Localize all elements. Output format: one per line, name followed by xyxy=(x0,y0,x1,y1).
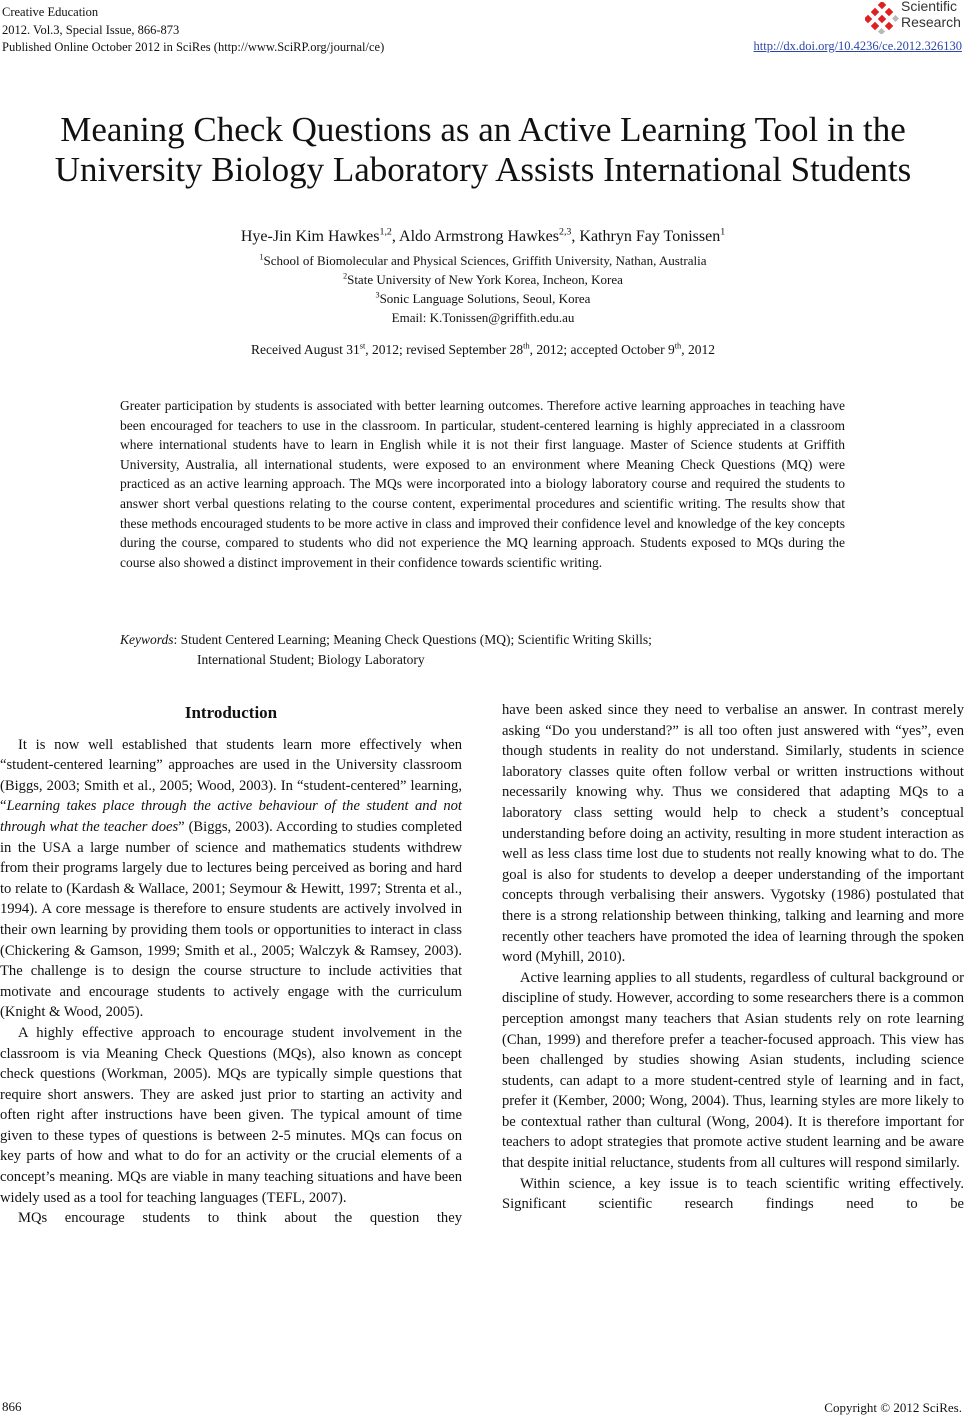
received-dates xyxy=(0,342,966,358)
revised-ordinal: th xyxy=(523,341,530,351)
right-column xyxy=(502,700,964,1215)
p1-italic-quote: Learning takes place through the active behaviour of the student and not through what the teacher does xyxy=(0,798,462,835)
title-line2: University Biology Laboratory Assists International Students xyxy=(54,150,912,189)
keywords-list-1: : Student Centered Learning; Meaning Check Questions (MQ); Scientific Writing Skills; xyxy=(173,632,652,647)
affiliation-2-text: State University of New York Korea, Incheon, Korea xyxy=(347,272,623,287)
author-list xyxy=(0,228,966,246)
logo-line1: Scientific xyxy=(901,0,958,14)
logo-line2: Research xyxy=(901,14,961,30)
affiliation-2-mark: 2 xyxy=(343,271,348,281)
copyright-notice: Copyright © 2012 SciRes. xyxy=(824,1400,962,1415)
paper-title xyxy=(0,110,966,190)
affiliation-3-mark: 3 xyxy=(375,290,380,300)
logo-mark-icon xyxy=(865,2,899,34)
accepted-ordinal: th xyxy=(674,341,682,351)
keywords-label: Keywords xyxy=(120,632,174,647)
author-3: , Kathryn Fay Tonissen xyxy=(571,228,721,245)
journal-name: Creative Education xyxy=(2,5,99,19)
author-2: , Aldo Armstrong Hawkes xyxy=(391,228,559,245)
title-line1: Meaning Check Questions as an Active Learning Tool in the xyxy=(60,110,906,149)
received-date: Received August 31 xyxy=(250,342,360,357)
affiliations xyxy=(0,251,966,327)
accepted-year: , 2012 xyxy=(681,342,715,357)
p1-text-a: It is now well established that students learn more effectively when “student-centered learning” approaches are used in the University classroom (Biggs, 2003; Smith et al., 2005; Wood, 2003). In “student-centered” learning, “ xyxy=(0,736,462,815)
intro-paragraph-3-start: MQs encourage students to think about the question they xyxy=(18,1210,462,1227)
affiliation-3-text: Sonic Language Solutions, Seoul, Korea xyxy=(379,291,591,306)
affiliation-1 xyxy=(0,251,966,270)
page-number: 866 xyxy=(2,1399,22,1414)
p1-text-b: ” (Biggs, 2003). According to studies completed in the USA a large number of science and mathematics students withdrew from their programs largely due to lectures being perceived as boring and hard to relate to (Kardash & Wallace, 2001; Seymour & Hewitt, 1997; Strenta et al., 1994). A core message is therefore to ensure students are actively involved in their own learning by providing them tools or opportunities to interact in class (Chickering & Gamson, 1999; Smith et al., 2005; Walczyk & Ramsey, 2003). The challenge is to design the course structure to include activities that motivate and encourage students to actively engage with the curriculum (Knight & Wood, 2005). xyxy=(0,818,462,1021)
intro-paragraph-4: Active learning applies to all students, regardless of cultural background or discipline of study. However, according to some researchers there is a common perception amongst many teachers that Asian students rely on rote learning (Chan, 1999) and therefore prefer a teacher-focused approach. This view has been challenged by studies showing Asian students, including science students, can adapt to a more student-centred style of learning and in fact, prefer it (Kember, 2000; Wong, 2004). Thus, learning styles are more likely to be contextual rather than cultural (Wong, 2004). It is therefore important for teachers to adopt strategies that promote active student learning and be aware that despite initial reluctance, students from all cultures will respond similarly. xyxy=(502,969,964,1172)
intro-paragraph-3-cont: have been asked since they need to verbalise an answer. In contrast merely asking “Do you understand?” is all too often just answered with “yes”, even though students in reality do not understand. Similarly, students in science laboratory classes quite often follow verbal or written instructions without necessarily knowing why. Thus we considered that adapting MQs to a laboratory class setting would help to check a student’s conceptual understanding before doing an activity, resulting in more student interaction as well as less class time lost due to students not really knowing what to do. The goal is also for students to develop a deeper understanding of the important concepts through verbalising their answers. Vygotsky (1986) postulated that there is a strong relationship between thinking, talking and learning and more recently other teachers have promoted the idea of learning through the spoken word (Myhill, 2010). xyxy=(502,702,964,966)
publication-info: Published Online October 2012 in SciRes (http://www.SciRP.org/journal/ce) xyxy=(2,40,385,54)
intro-paragraph-2: A highly effective approach to encourage student involvement in the classroom is via Meaning Check Questions (MQs), also known as concept check questions (Workman, 2005). MQs are typically simple questions that require short answers. They are asked just prior to starting an activity and often right after instructions have been given. The typical amount of time given to these types of questions is between 2-5 minutes. MQs can focus on key parts of how and what to do for an activity or the crucial elements of a concept’s meaning. MQs are viable in many teaching situations and have been widely used as a tool for teaching languages (TEFL, 2007). xyxy=(0,1024,462,1206)
intro-paragraph-5: Within science, a key issue is to teach scientific writing effectively. Significant scientific research findings need to be xyxy=(502,1175,964,1213)
section-heading-introduction: Introduction xyxy=(184,703,278,722)
affiliation-2 xyxy=(0,270,966,289)
affiliation-1-mark: 1 xyxy=(259,252,264,262)
doi-link[interactable]: http://dx.doi.org/10.4236/ce.2012.326130 xyxy=(753,39,962,53)
affiliation-3 xyxy=(0,289,966,308)
journal-issue: 2012. Vol.3, Special Issue, 866-873 xyxy=(2,22,180,37)
scientific-research-logo xyxy=(865,0,963,36)
author-1-affil: 1,2 xyxy=(379,226,392,238)
abstract: Greater participation by students is associated with better learning outcomes. Therefore active learning approaches in teaching have been encouraged for teachers to use in the classroom. In particular, student-centered learning is highly appreciated in a classroom where international students have to learn in English while it is not their first language. Master of Science students at Griffith University, Australia, all international students, were exposed to an environment where Meaning Check Questions (MQ) were practiced as an active learning approach. The MQs were incorporated into a biology laboratory course and required the students to answer short verbal questions relating to the course content, experimental procedures and scientific writing. The results show that these methods encouraged students to be more active in class and improved their confidence level and knowledge of the key concepts during the course, compared to students who did not experience the MQ learning approach. Students exposed to MQs during the course also showed a distinct improvement in their confidence towards scientific writing. xyxy=(120,398,845,570)
affiliation-1-text: School of Biomolecular and Physical Sciences, Griffith University, Nathan, Australia xyxy=(263,253,707,268)
received-ordinal: st xyxy=(359,341,366,351)
left-column xyxy=(0,700,462,1229)
journal-header xyxy=(2,4,384,57)
accepted-date: , 2012; accepted October 9 xyxy=(529,342,675,357)
author-3-affil: 1 xyxy=(720,226,726,238)
keywords-list-2: International Student; Biology Laboratory xyxy=(197,651,425,667)
author-2-affil: 2,3 xyxy=(559,226,572,238)
contact-email: Email: K.Tonissen@griffith.edu.au xyxy=(391,310,575,325)
intro-paragraph-1 xyxy=(0,735,462,1023)
author-1: Hye-Jin Kim Hawkes xyxy=(240,228,380,245)
keywords xyxy=(120,630,845,669)
logo-text xyxy=(901,0,961,30)
keywords-line1 xyxy=(120,630,845,650)
revised-date: , 2012; revised September 28 xyxy=(365,342,524,357)
